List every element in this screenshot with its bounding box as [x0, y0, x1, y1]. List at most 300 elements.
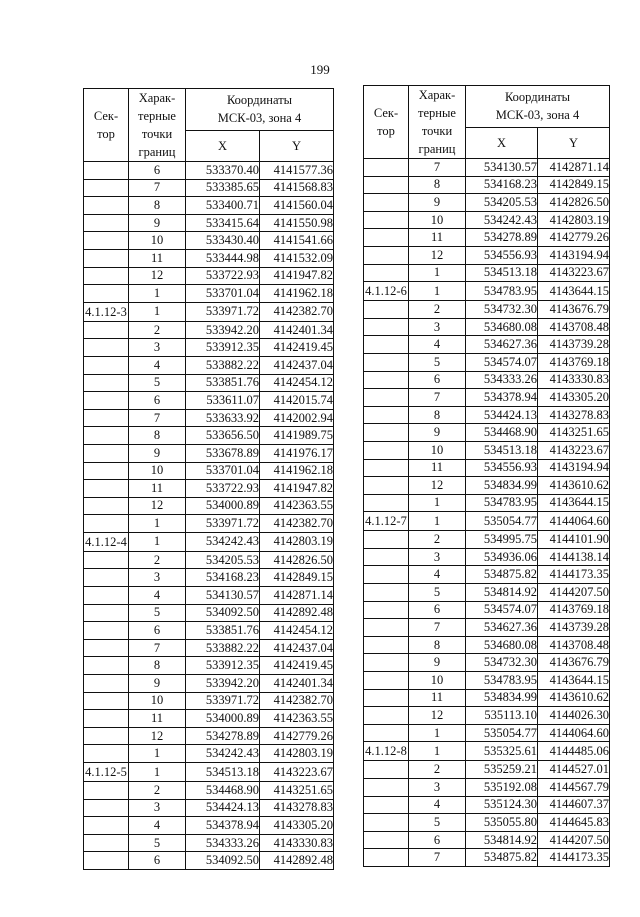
point-number: 9: [129, 444, 186, 462]
point-number: 9: [129, 675, 186, 693]
page-number: 199: [310, 62, 330, 77]
point-number: 8: [409, 636, 466, 654]
point-number: 9: [409, 424, 466, 442]
sector-cell: [84, 480, 129, 498]
x-value: 533444.98: [186, 249, 260, 267]
point-number: 5: [129, 604, 186, 622]
x-value: 534424.13: [186, 799, 260, 817]
y-value: 4144026.30: [538, 707, 610, 725]
sector-cell: [84, 162, 129, 180]
table-row: [84, 727, 334, 745]
x-value: 534130.57: [186, 587, 260, 605]
y-value: 4142871.14: [260, 587, 334, 605]
y-value: 4143223.67: [538, 441, 610, 459]
table-row: [364, 194, 610, 212]
point-number: 5: [409, 584, 466, 602]
sector-cell: [364, 459, 409, 477]
x-value: 533370.40: [186, 162, 260, 180]
sector-cell: [84, 569, 129, 587]
x-value: 533912.35: [186, 339, 260, 357]
y-value: 4142437.04: [260, 356, 334, 374]
point-number: 1: [409, 494, 466, 512]
table-row: [84, 444, 334, 462]
x-value: 534783.95: [466, 494, 538, 512]
point-number: 10: [409, 211, 466, 229]
sector-cell: [84, 214, 129, 232]
table-row: [84, 214, 334, 232]
table-row: [364, 301, 610, 319]
table-row: [364, 494, 610, 512]
sector-cell: [84, 675, 129, 693]
coordinates-table-right: [363, 85, 610, 867]
y-value: 4142437.04: [260, 639, 334, 657]
table-row: [84, 427, 334, 445]
y-value: 4141550.98: [260, 214, 334, 232]
point-number: 4: [129, 587, 186, 605]
x-value: 535054.77: [466, 724, 538, 742]
y-value: 4141568.83: [260, 179, 334, 197]
x-value: 535055.80: [466, 814, 538, 832]
point-number: 1: [129, 763, 186, 782]
sector-cell: [84, 321, 129, 339]
point-number: 11: [129, 710, 186, 728]
table-row: [364, 371, 610, 389]
x-value: 534000.89: [186, 497, 260, 515]
sector-cell: [84, 727, 129, 745]
x-value: 533971.72: [186, 515, 260, 533]
x-value: 534468.90: [466, 424, 538, 442]
x-value: 534834.99: [466, 477, 538, 495]
y-value: 4141989.75: [260, 427, 334, 445]
x-value: 534333.26: [186, 834, 260, 852]
point-number: 11: [129, 249, 186, 267]
sector-cell: [364, 318, 409, 336]
table-row: [84, 285, 334, 303]
x-value: 534092.50: [186, 604, 260, 622]
table-row: [84, 267, 334, 285]
x-value: 535113.10: [466, 707, 538, 725]
point-number: 1: [409, 264, 466, 282]
x-value: 533912.35: [186, 657, 260, 675]
y-value: 4143194.94: [538, 459, 610, 477]
table-row: [84, 497, 334, 515]
table-row: [84, 249, 334, 267]
point-number: 6: [129, 392, 186, 410]
x-value: 534242.43: [466, 211, 538, 229]
point-number: 3: [129, 569, 186, 587]
header-coordinates: Координаты МСК-03, зона 4: [466, 86, 610, 128]
sector-cell: [84, 515, 129, 533]
y-value: 4144138.14: [538, 548, 610, 566]
table-row: [364, 512, 610, 531]
x-value: 534834.99: [466, 689, 538, 707]
table-row: [364, 531, 610, 549]
x-value: 534783.95: [466, 672, 538, 690]
point-number: 11: [129, 480, 186, 498]
x-value: 533851.76: [186, 374, 260, 392]
y-value: 4142803.19: [260, 532, 334, 551]
y-value: 4141947.82: [260, 267, 334, 285]
x-value: 535054.77: [466, 512, 538, 531]
header-x: X: [186, 130, 260, 161]
point-number: 4: [409, 566, 466, 584]
y-value: 4141976.17: [260, 444, 334, 462]
x-value: 534556.93: [466, 246, 538, 264]
sector-cell: [364, 796, 409, 814]
sector-cell: [364, 566, 409, 584]
sector-cell: [364, 814, 409, 832]
x-value: 534574.07: [466, 353, 538, 371]
table-row: [364, 424, 610, 442]
table-row: [84, 604, 334, 622]
sector-cell: [364, 779, 409, 797]
x-value: 534242.43: [186, 745, 260, 763]
sector-cell: [84, 374, 129, 392]
header-sector: Сек- тор: [84, 89, 129, 162]
y-value: 4142363.55: [260, 710, 334, 728]
y-value: 4143223.67: [538, 264, 610, 282]
y-value: 4143739.28: [538, 336, 610, 354]
sector-cell: [84, 267, 129, 285]
point-number: 7: [129, 639, 186, 657]
sector-cell: [364, 477, 409, 495]
table-row: [84, 622, 334, 640]
point-number: 7: [129, 179, 186, 197]
sector-cell: [364, 159, 409, 177]
sector-cell: [84, 604, 129, 622]
x-value: 534732.30: [466, 654, 538, 672]
sector-cell: [84, 392, 129, 410]
table-row: [364, 211, 610, 229]
x-value: 534168.23: [186, 569, 260, 587]
sector-cell: [84, 427, 129, 445]
table-row: [364, 584, 610, 602]
point-number: 6: [129, 622, 186, 640]
point-number: 12: [129, 497, 186, 515]
table-row: [364, 724, 610, 742]
point-number: 3: [409, 318, 466, 336]
right-table-body: [364, 159, 610, 867]
sector-cell: [364, 707, 409, 725]
table-row: [84, 339, 334, 357]
table-row: [364, 459, 610, 477]
point-number: 4: [409, 336, 466, 354]
table-row: [84, 834, 334, 852]
y-value: 4143330.83: [538, 371, 610, 389]
x-value: 533633.92: [186, 409, 260, 427]
y-value: 4142779.26: [538, 229, 610, 247]
point-number: 9: [409, 194, 466, 212]
sector-cell: [84, 285, 129, 303]
y-value: 4144173.35: [538, 849, 610, 867]
table-row: [364, 318, 610, 336]
x-value: 534627.36: [466, 336, 538, 354]
table-row: [84, 639, 334, 657]
y-value: 4142419.45: [260, 339, 334, 357]
sector-cell: [84, 782, 129, 800]
sector-cell: [364, 831, 409, 849]
header-coordinates: Координаты МСК-03, зона 4: [186, 89, 334, 131]
y-value: 4144064.60: [538, 512, 610, 531]
sector-cell: [364, 619, 409, 637]
table-row: [84, 587, 334, 605]
y-value: 4142015.74: [260, 392, 334, 410]
point-number: 10: [129, 692, 186, 710]
y-value: 4141947.82: [260, 480, 334, 498]
y-value: 4143610.62: [538, 689, 610, 707]
point-number: 7: [409, 849, 466, 867]
table-row: [364, 246, 610, 264]
x-value: 533971.72: [186, 302, 260, 321]
table-row: [364, 477, 610, 495]
table-row: [84, 551, 334, 569]
sector-cell: [364, 441, 409, 459]
y-value: 4143708.48: [538, 636, 610, 654]
point-number: 3: [129, 799, 186, 817]
x-value: 534468.90: [186, 782, 260, 800]
point-number: 2: [129, 782, 186, 800]
sector-cell: [364, 548, 409, 566]
point-number: 5: [409, 353, 466, 371]
table-row: [364, 176, 610, 194]
point-number: 1: [129, 515, 186, 533]
sector-cell: [84, 444, 129, 462]
point-number: 1: [409, 742, 466, 761]
point-number: 3: [129, 339, 186, 357]
point-number: 7: [129, 409, 186, 427]
sector-label: 4.1.12-5: [84, 763, 129, 782]
x-value: 533656.50: [186, 427, 260, 445]
point-number: 8: [409, 406, 466, 424]
x-value: 534680.08: [466, 318, 538, 336]
left-table-body: [84, 162, 334, 870]
sector-cell: [84, 745, 129, 763]
y-value: 4143644.15: [538, 494, 610, 512]
x-value: 534814.92: [466, 831, 538, 849]
point-number: 1: [129, 285, 186, 303]
sector-cell: [364, 531, 409, 549]
y-value: 4143305.20: [260, 817, 334, 835]
sector-cell: [84, 639, 129, 657]
point-number: 12: [129, 267, 186, 285]
y-value: 4142401.34: [260, 321, 334, 339]
y-value: 4143676.79: [538, 301, 610, 319]
sector-cell: [364, 406, 409, 424]
y-value: 4143610.62: [538, 477, 610, 495]
header-sector: Сек- тор: [364, 86, 409, 159]
sector-label: 4.1.12-3: [84, 302, 129, 321]
sector-cell: [364, 176, 409, 194]
table-row: [84, 852, 334, 870]
table-row: [364, 159, 610, 177]
sector-label: 4.1.12-4: [84, 532, 129, 551]
y-value: 4144645.83: [538, 814, 610, 832]
point-number: 2: [409, 531, 466, 549]
y-value: 4142803.19: [538, 211, 610, 229]
x-value: 533722.93: [186, 267, 260, 285]
table-row: [84, 817, 334, 835]
x-value: 533430.40: [186, 232, 260, 250]
x-value: 533942.20: [186, 675, 260, 693]
x-value: 533851.76: [186, 622, 260, 640]
y-value: 4144567.79: [538, 779, 610, 797]
y-value: 4143223.67: [260, 763, 334, 782]
y-value: 4142401.34: [260, 675, 334, 693]
point-number: 12: [129, 727, 186, 745]
x-value: 534378.94: [466, 389, 538, 407]
point-number: 10: [409, 672, 466, 690]
sector-label: 4.1.12-8: [364, 742, 409, 761]
table-row: [84, 197, 334, 215]
table-row: [84, 232, 334, 250]
x-value: 534875.82: [466, 566, 538, 584]
sector-cell: [364, 654, 409, 672]
table-row: [84, 356, 334, 374]
y-value: 4142002.94: [260, 409, 334, 427]
table-row: [364, 336, 610, 354]
y-value: 4141962.18: [260, 462, 334, 480]
x-value: 534995.75: [466, 531, 538, 549]
sector-cell: [364, 389, 409, 407]
x-value: 534732.30: [466, 301, 538, 319]
table-row: [364, 406, 610, 424]
point-number: 8: [129, 197, 186, 215]
point-number: 5: [129, 834, 186, 852]
point-number: 1: [409, 724, 466, 742]
x-value: 534875.82: [466, 849, 538, 867]
sector-cell: [84, 817, 129, 835]
point-number: 6: [129, 162, 186, 180]
sector-cell: [84, 339, 129, 357]
table-row: [84, 302, 334, 321]
y-value: 4142803.19: [260, 745, 334, 763]
y-value: 4143644.15: [538, 282, 610, 301]
y-value: 4144207.50: [538, 584, 610, 602]
table-row: [364, 849, 610, 867]
table-row: [364, 779, 610, 797]
x-value: 533701.04: [186, 285, 260, 303]
point-number: 11: [409, 689, 466, 707]
sector-cell: [84, 462, 129, 480]
table-row: [84, 532, 334, 551]
table-row: [84, 321, 334, 339]
sector-cell: [84, 232, 129, 250]
y-value: 4141532.09: [260, 249, 334, 267]
point-number: 1: [129, 745, 186, 763]
y-value: 4142892.48: [260, 852, 334, 870]
sector-cell: [364, 584, 409, 602]
table-row: [84, 763, 334, 782]
y-value: 4144527.01: [538, 761, 610, 779]
sector-cell: [84, 852, 129, 870]
point-number: 8: [129, 657, 186, 675]
sector-cell: [84, 197, 129, 215]
y-value: 4143644.15: [538, 672, 610, 690]
point-number: 1: [409, 512, 466, 531]
header-x: X: [466, 127, 538, 158]
x-value: 534205.53: [186, 551, 260, 569]
table-row: [364, 654, 610, 672]
table-row: [84, 692, 334, 710]
y-value: 4142363.55: [260, 497, 334, 515]
y-value: 4141541.66: [260, 232, 334, 250]
y-value: 4143194.94: [538, 246, 610, 264]
table-row: [84, 462, 334, 480]
sector-cell: [364, 211, 409, 229]
point-number: 1: [129, 302, 186, 321]
header-y: Y: [260, 130, 334, 161]
y-value: 4142382.70: [260, 302, 334, 321]
sector-cell: [364, 494, 409, 512]
point-number: 11: [409, 229, 466, 247]
table-row: [364, 389, 610, 407]
point-number: 6: [409, 371, 466, 389]
coordinates-table-left: [83, 88, 334, 870]
y-value: 4143251.65: [538, 424, 610, 442]
point-number: 2: [129, 321, 186, 339]
y-value: 4142382.70: [260, 515, 334, 533]
x-value: 534000.89: [186, 710, 260, 728]
y-value: 4143676.79: [538, 654, 610, 672]
y-value: 4144064.60: [538, 724, 610, 742]
table-row: [364, 566, 610, 584]
table-row: [84, 799, 334, 817]
header-y: Y: [538, 127, 610, 158]
x-value: 533611.07: [186, 392, 260, 410]
header-points: Харак- терные точки границ: [129, 89, 186, 162]
sector-cell: [364, 246, 409, 264]
x-value: 533415.64: [186, 214, 260, 232]
sector-cell: [84, 799, 129, 817]
table-row: [364, 761, 610, 779]
point-number: 5: [129, 374, 186, 392]
point-number: 2: [409, 761, 466, 779]
table-row: [84, 179, 334, 197]
point-number: 2: [129, 551, 186, 569]
y-value: 4142826.50: [538, 194, 610, 212]
y-value: 4142826.50: [260, 551, 334, 569]
x-value: 533385.65: [186, 179, 260, 197]
table-row: [364, 831, 610, 849]
table-row: [364, 601, 610, 619]
x-value: 534168.23: [466, 176, 538, 194]
y-value: 4143278.83: [538, 406, 610, 424]
y-value: 4144207.50: [538, 831, 610, 849]
x-value: 534783.95: [466, 282, 538, 301]
sector-cell: [84, 587, 129, 605]
y-value: 4143330.83: [260, 834, 334, 852]
x-value: 534574.07: [466, 601, 538, 619]
table-row: [364, 672, 610, 690]
sector-cell: [84, 409, 129, 427]
y-value: 4142454.12: [260, 374, 334, 392]
table-row: [364, 353, 610, 371]
x-value: 534936.06: [466, 548, 538, 566]
table-row: [364, 548, 610, 566]
sector-cell: [364, 672, 409, 690]
y-value: 4144101.90: [538, 531, 610, 549]
sector-cell: [364, 194, 409, 212]
y-value: 4142419.45: [260, 657, 334, 675]
x-value: 534130.57: [466, 159, 538, 177]
y-value: 4142849.15: [260, 569, 334, 587]
y-value: 4143278.83: [260, 799, 334, 817]
table-row: [364, 264, 610, 282]
sector-cell: [364, 371, 409, 389]
y-value: 4143708.48: [538, 318, 610, 336]
point-number: 5: [409, 814, 466, 832]
sector-cell: [84, 249, 129, 267]
